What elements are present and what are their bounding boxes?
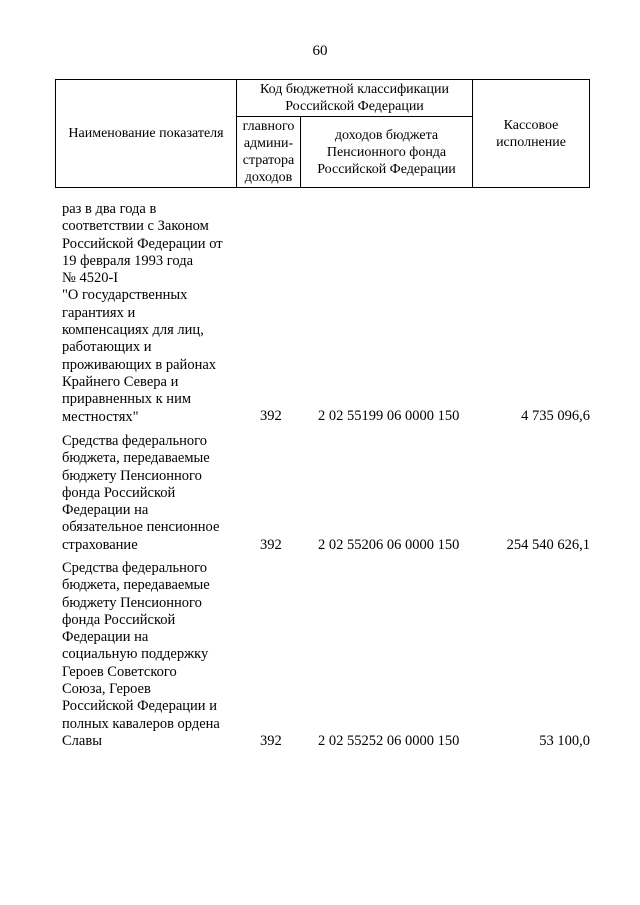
row-income-code: 2 02 55252 06 0000 150 [318,733,460,749]
row-name: Средства федерального бюджета, передаваемые бюджету Пенсионного фонда Российской Федерации на социальную поддержку Героев Советского Союза, Героев Российской Федерации и полных кавалеров ордена Славы [62,560,220,749]
row-income-code: 2 02 55206 06 0000 150 [318,537,460,553]
table-row [62,433,590,558]
row-amount: 4 735 096,6 [521,408,590,424]
header-admin-column: главного админи-стратора доходов [237,117,301,188]
header-classification-group: Код бюджетной классификации Российской Федерации [237,80,473,117]
row-admin-code: 392 [260,408,282,424]
row-name: раз в два года в соответствии с Законом Российской Федерации от 19 февраля 1993 года № 4520-I "О государственных гарантиях и компенсациях для лиц, работающих и проживающих в районах Крайнего Севера и приравненных к ним местностях" [62,201,223,425]
header-amount-column: Кассовое исполнение [473,80,590,188]
header-name-column: Наименование показателя [56,80,237,188]
row-income-code: 2 02 55199 06 0000 150 [318,408,460,424]
table-row [62,201,590,431]
row-admin-code: 392 [260,537,282,553]
table-row [62,560,590,755]
table-header [55,79,590,188]
row-amount: 53 100,0 [539,733,590,749]
row-name: Средства федерального бюджета, передаваемые бюджету Пенсионного фонда Российской Федерации на обязательное пенсионное страхование [62,433,220,553]
page-number: 60 [312,43,328,59]
row-admin-code: 392 [260,733,282,749]
row-amount: 254 540 626,1 [506,537,590,553]
header-income-column: доходов бюджета Пенсионного фонда Российской Федерации [301,117,473,188]
